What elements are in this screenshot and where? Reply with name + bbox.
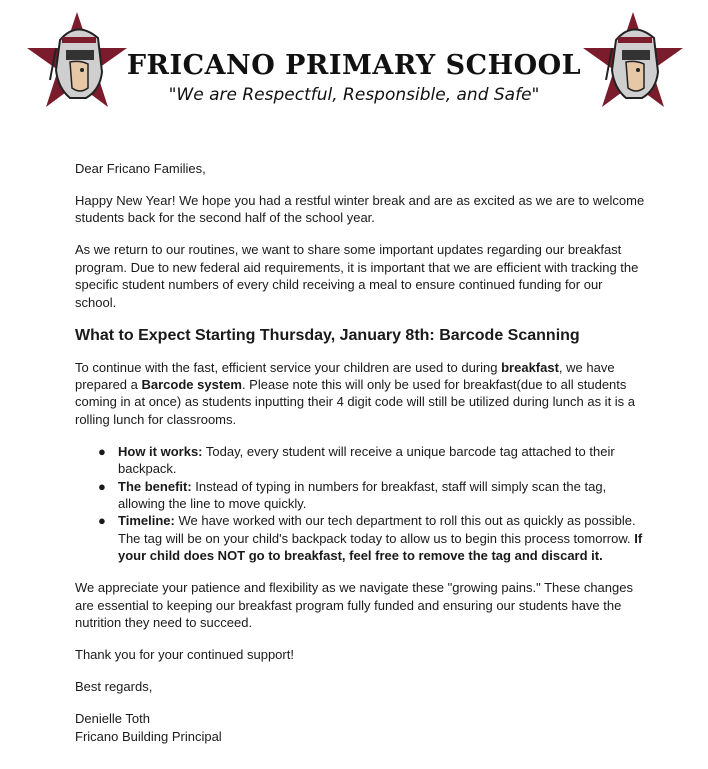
letterhead bbox=[0, 0, 708, 120]
list-item: ● Timeline: We have worked with our tech department to roll this out as quickly as possible. The tag will be on your child's backpack today to allow us to begin this process tomorrow. If your child does NOT go to breakfast, feel free to remove the tag and discard it. bbox=[98, 513, 643, 564]
school-name: FRICANO PRIMARY SCHOOL bbox=[126, 50, 582, 81]
paragraph-thanks: Thank you for your continued support! bbox=[75, 647, 294, 663]
bullet-icon: ● bbox=[98, 513, 106, 529]
bullet-icon: ● bbox=[98, 478, 106, 494]
paragraph-appreciation: We appreciate your patience and flexibility as we navigate these "growing pains." These changes are essential to keeping our breakfast program fully funded and ensuring our students have the nutrition they need to succeed. bbox=[75, 580, 633, 631]
section-heading: What to Expect Starting Thursday, January 8th: Barcode Scanning bbox=[75, 326, 580, 344]
paragraph-updates: As we return to our routines, we want to share some important updates regarding our breakfast program. Due to new federal aid requirements, it is important that we are efficient with tracking the specific student numbers of every child receiving a meal to ensure continued funding for our school. bbox=[75, 242, 639, 310]
paragraph-intro: Happy New Year! We hope you had a restful winter break and are as excited as we are to welcome students back for the second half of the school year. bbox=[75, 193, 645, 226]
school-motto: "We are Respectful, Responsible, and Safe" bbox=[168, 85, 540, 105]
signature-name: Denielle Toth bbox=[75, 711, 150, 727]
greeting: Dear Fricano Families, bbox=[75, 161, 206, 176]
knight-mascot-icon bbox=[22, 10, 132, 110]
knight-mascot-icon bbox=[578, 10, 688, 110]
signature-block bbox=[75, 710, 645, 745]
closing: Best regards, bbox=[75, 679, 153, 695]
list-item: ● The benefit: Instead of typing in numbers for breakfast, staff will simply scan the tag, allowing the line to move quickly. bbox=[98, 478, 607, 512]
bullet-icon: ● bbox=[98, 443, 106, 459]
details-list bbox=[75, 443, 645, 565]
signature-title: Fricano Building Principal bbox=[75, 728, 222, 744]
letter-body bbox=[75, 160, 645, 745]
paragraph-barcode: To continue with the fast, efficient service your children are used to during breakfast, we have prepared a Barcode system. Please note this will only be used for breakfast(due to all students coming in at once) as students inputting their 4 digit code will still be utilized during lunch as it is a rolling lunch for classrooms. bbox=[75, 359, 636, 427]
list-item: ● How it works: Today, every student will receive a unique barcode tag attached to their backpack. bbox=[98, 443, 615, 477]
